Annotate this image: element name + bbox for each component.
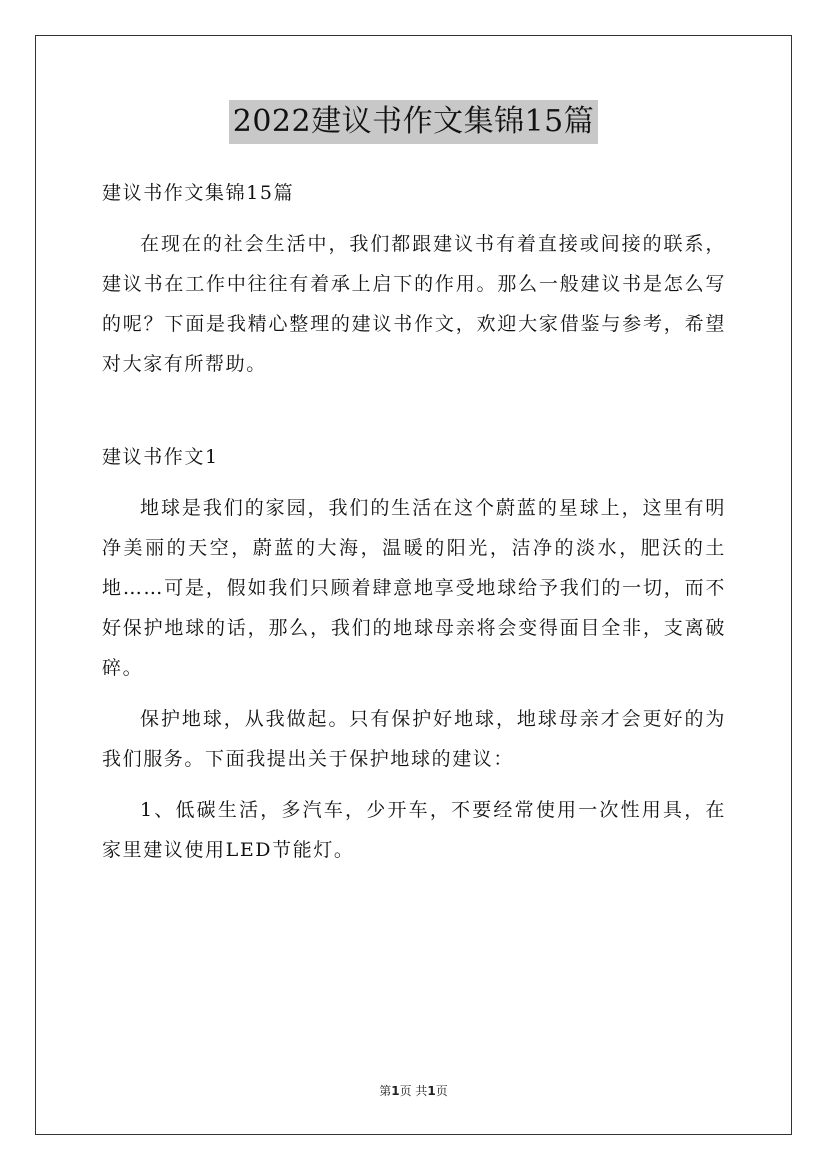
footer-page-current: 1	[391, 1084, 400, 1098]
title-wrap	[0, 100, 827, 144]
footer-mid: 页 共	[399, 1084, 428, 1098]
body-paragraph-1: 地球是我们的家园，我们的生活在这个蔚蓝的星球上，这里有明净美丽的天空，蔚蓝的大海，温暖的阳光，洁净的淡水，肥沃的土地……可是，假如我们只顾着肆意地享受地球给予我们的一切，而不好保护地球的话，那么，我们的地球母亲将会变得面目全非，支离破碎。	[102, 497, 726, 679]
footer-page-total: 1	[427, 1084, 436, 1098]
body-paragraph-2: 保护地球，从我做起。只有保护好地球，地球母亲才会更好的为我们服务。下面我提出关于保护地球的建议：	[102, 708, 726, 770]
body-paragraph-3: 1、低碳生活，多汽车，少开车，不要经常使用一次性用具，在家里建议使用LED节能灯。	[102, 799, 726, 861]
page-footer	[0, 1083, 827, 1099]
footer-prefix: 第	[379, 1084, 392, 1098]
document-body	[102, 173, 726, 870]
footer-suffix: 页	[435, 1084, 448, 1098]
intro-paragraph: 在现在的社会生活中，我们都跟建议书有着直接或间接的联系，建议书在工作中往往有着承上启下的作用。那么一般建议书是怎么写的呢？下面是我精心整理的建议书作文，欢迎大家借鉴与参考，希望对大家有所帮助。	[102, 233, 726, 375]
document-title: 2022建议书作文集锦15篇	[229, 100, 599, 144]
section-heading: 建议书作文1	[102, 446, 219, 468]
document-subtitle: 建议书作文集锦15篇	[102, 182, 295, 204]
